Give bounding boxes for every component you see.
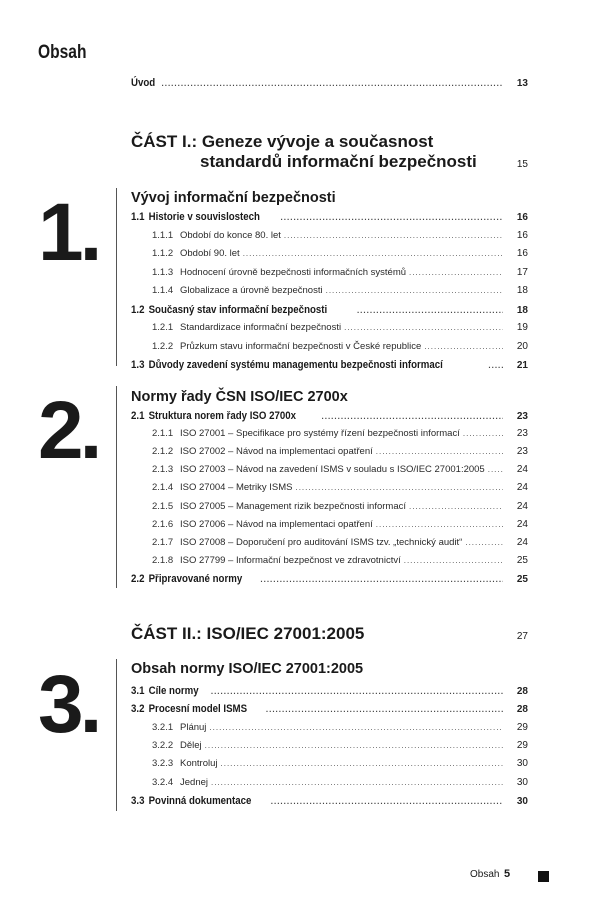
toc-page: 29 [516, 721, 528, 733]
toc-page: 13 [516, 78, 528, 89]
toc-page: 28 [516, 686, 528, 697]
leader-dots [260, 575, 503, 584]
leader-dots [295, 483, 503, 492]
toc-text: Současný stav informační bezpečnosti [148, 303, 328, 316]
leader-dots [488, 361, 503, 370]
toc-number: 2.1.1 [152, 428, 174, 440]
toc-number: 1.2.1 [152, 322, 174, 333]
toc-label [152, 267, 406, 278]
part2-title-row[interactable] [131, 624, 528, 644]
toc-page: 23 [516, 411, 528, 422]
leader-dots [281, 213, 503, 222]
toc-number: 2.1.2 [152, 446, 174, 458]
part1-title-line1: ČÁST I.: Geneze vývoje a současnost [131, 132, 434, 151]
toc-entry[interactable] [152, 341, 528, 352]
leader-dots [488, 465, 503, 474]
toc-entry[interactable] [131, 211, 528, 223]
toc-text: ISO 27004 – Metriky ISMS [180, 482, 293, 494]
toc-entry[interactable] [131, 685, 528, 697]
toc-text: Hodnocení úrovně bezpečnosti informačních systémů [180, 266, 407, 278]
toc-text: ISO 27003 – Návod na zavedení ISMS v souladu s ISO/IEC 27001:2005 [180, 464, 485, 476]
toc-number: 3.2.1 [152, 721, 174, 733]
toc-page: 24 [516, 464, 528, 476]
toc-page: 24 [516, 482, 528, 494]
toc-number: 2.1.6 [152, 518, 174, 530]
leader-dots [205, 741, 503, 750]
toc-label [131, 359, 443, 371]
toc-entry[interactable] [152, 722, 528, 733]
toc-text: ISO 27002 – Návod na implementaci opatření [180, 446, 373, 458]
part1-title-line2-row[interactable] [200, 152, 528, 172]
toc-text: Období do konce 80. let [180, 229, 281, 241]
toc-text: Cíle normy [148, 685, 199, 697]
leader-dots [357, 306, 503, 315]
toc-text: Dělej [180, 739, 202, 751]
footer-page-number: 5 [504, 868, 511, 880]
toc-label [152, 322, 341, 333]
toc-entry[interactable] [152, 464, 528, 475]
toc-entry[interactable] [152, 428, 528, 439]
toc-text: Kontroluj [180, 758, 218, 770]
toc-label [152, 248, 240, 259]
chapter2-heading: Normy řady ČSN ISO/IEC 2700x [131, 389, 348, 405]
leader-dots [344, 323, 503, 332]
leader-dots [376, 520, 503, 529]
toc-entry[interactable] [152, 777, 528, 788]
toc-page: 18 [516, 285, 528, 296]
toc-number: 2.2 [131, 572, 145, 585]
toc-page: 24 [516, 518, 528, 530]
chapter-divider [116, 386, 117, 588]
toc-page: 25 [516, 554, 528, 566]
toc-text: Struktura norem řady ISO 2700x [148, 410, 297, 422]
toc-number: 2.1.8 [152, 554, 174, 566]
leader-dots [465, 538, 503, 547]
toc-number: 3.2.2 [152, 739, 174, 751]
leader-dots [326, 286, 503, 295]
toc-text: Standardizace informační bezpečnosti [180, 322, 342, 333]
toc-label [152, 555, 401, 566]
toc-entry[interactable] [152, 322, 528, 333]
toc-number: 3.2.4 [152, 776, 174, 788]
toc-label [152, 230, 281, 241]
leader-dots [211, 687, 503, 696]
toc-label [152, 537, 462, 548]
toc-entry[interactable] [152, 501, 528, 512]
toc-label [131, 703, 247, 715]
page-title: Obsah [38, 42, 87, 63]
leader-dots [376, 447, 503, 456]
toc-text: Historie v souvislostech [148, 211, 260, 223]
toc-number: 1.2 [131, 303, 145, 316]
toc-text: Jednej [180, 776, 208, 788]
toc-label [131, 304, 327, 316]
toc-page: 23 [516, 446, 528, 458]
toc-text: Důvody zavedení systému managementu bezpečnosti informací [148, 359, 443, 371]
leader-dots [209, 723, 503, 732]
toc-page: 28 [516, 704, 528, 716]
leader-dots [243, 249, 503, 258]
toc-label [131, 410, 296, 422]
toc-page: 30 [516, 795, 528, 807]
toc-number: 2.1.3 [152, 464, 174, 476]
toc-text: Plánuj [180, 721, 207, 733]
leader-dots [221, 759, 504, 768]
toc-label [152, 446, 373, 457]
toc-page: 16 [516, 212, 528, 223]
toc-label: Úvod [131, 77, 156, 89]
toc-number: 1.2.2 [152, 340, 174, 352]
toc-number: 3.3 [131, 794, 145, 807]
toc-number: 2.1.5 [152, 500, 174, 512]
toc-entry-intro[interactable] [131, 77, 528, 89]
chapter-number-2: 2. [38, 385, 99, 476]
leader-dots [266, 705, 503, 714]
toc-entry[interactable] [152, 519, 528, 530]
toc-label [152, 722, 206, 733]
toc-page: 17 [516, 266, 528, 278]
chapter1-heading: Vývoj informační bezpečnosti [131, 190, 336, 206]
toc-page: 20 [516, 340, 528, 352]
toc-label [131, 573, 242, 585]
toc-entry[interactable] [131, 795, 528, 807]
toc-entry[interactable] [152, 555, 528, 566]
chapter3-heading: Obsah normy ISO/IEC 27001:2005 [131, 661, 364, 677]
leader-dots [409, 268, 503, 277]
toc-page: 24 [516, 500, 528, 512]
toc-entry[interactable] [152, 740, 528, 751]
toc-number: 1.3 [131, 359, 145, 371]
toc-entry[interactable] [152, 758, 528, 769]
toc-page: 23 [516, 428, 528, 440]
toc-label [152, 740, 202, 751]
toc-label [152, 758, 218, 769]
toc-number: 3.2.3 [152, 758, 174, 770]
square-icon [538, 871, 549, 882]
part2-title: ČÁST II.: ISO/IEC 27001:2005 [131, 624, 365, 643]
toc-text: ISO 27005 – Management rizik bezpečnosti informací [180, 500, 407, 512]
leader-dots [271, 797, 503, 806]
chapter-divider [116, 188, 117, 366]
toc-page: 25 [516, 573, 528, 585]
leader-dots [162, 79, 504, 88]
toc-entry[interactable] [152, 267, 528, 278]
toc-text: ISO 27001 – Specifikace pro systémy řízení bezpečnosti informací [180, 428, 460, 440]
toc-page: 16 [516, 229, 528, 241]
toc-label [152, 285, 323, 296]
chapter-number-1: 1. [38, 187, 99, 278]
toc-entry[interactable] [152, 248, 528, 259]
toc-page: 16 [516, 248, 528, 259]
toc-label [131, 685, 199, 697]
toc-page: 21 [516, 360, 528, 371]
leader-dots [424, 342, 503, 351]
footer-label: Obsah [470, 869, 500, 880]
toc-label [131, 795, 251, 807]
toc-page: 18 [516, 304, 528, 316]
leader-dots [211, 778, 503, 787]
chapter-number-3: 3. [38, 659, 99, 750]
toc-entry[interactable] [152, 537, 528, 548]
toc-number: 1.1.4 [152, 285, 174, 296]
toc-entry[interactable] [152, 230, 528, 241]
toc-entry[interactable] [131, 304, 528, 316]
toc-entry[interactable] [152, 285, 528, 296]
toc-number: 3.2 [131, 703, 145, 716]
leader-dots [463, 429, 503, 438]
toc-page: 19 [516, 322, 528, 333]
toc-page: 15 [516, 159, 528, 170]
toc-text: ISO 27006 – Návod na implementaci opatření [180, 518, 373, 530]
leader-dots [322, 412, 503, 421]
leader-dots [284, 231, 503, 240]
toc-label [152, 464, 485, 475]
toc-entry[interactable] [131, 359, 528, 371]
toc-text: Připravované normy [148, 572, 243, 585]
toc-number: 1.1.2 [152, 248, 174, 259]
toc-text: Průzkum stavu informační bezpečnosti v České republice [180, 340, 422, 352]
leader-dots [409, 502, 503, 511]
toc-entry[interactable] [152, 446, 528, 457]
toc-number: 2.1 [131, 410, 145, 422]
toc-label [152, 428, 460, 439]
chapter-divider [116, 659, 117, 811]
toc-entry[interactable] [152, 482, 528, 493]
toc-entry[interactable] [131, 573, 528, 585]
toc-number: 1.1.3 [152, 266, 174, 278]
toc-page: 30 [516, 776, 528, 788]
part1-title-line2: standardů informační bezpečnosti [200, 152, 477, 171]
toc-label [131, 211, 260, 223]
toc-number: 2.1.4 [152, 482, 174, 494]
toc-page: 24 [516, 536, 528, 548]
toc-label [152, 501, 406, 512]
toc-text: Povinná dokumentace [148, 794, 252, 807]
toc-page: 30 [516, 758, 528, 770]
toc-text: Období 90. let [180, 248, 240, 259]
toc-text: ISO 27008 – Doporučení pro auditování ISMS tzv. „technický audit“ [180, 536, 463, 548]
toc-number: 2.1.7 [152, 536, 174, 548]
leader-dots [404, 556, 503, 565]
toc-page: 27 [516, 631, 528, 642]
toc-page: 29 [516, 739, 528, 751]
toc-text: Globalizace a úrovně bezpečnosti [180, 285, 323, 296]
toc-label [152, 341, 421, 352]
toc-entry[interactable] [131, 703, 528, 715]
toc-text: Procesní model ISMS [148, 703, 248, 716]
toc-number: 3.1 [131, 685, 145, 697]
toc-number: 1.1 [131, 211, 145, 223]
toc-label [152, 519, 373, 530]
toc-number: 1.1.1 [152, 229, 174, 241]
toc-text: ISO 27799 – Informační bezpečnost ve zdravotnictví [180, 554, 401, 566]
toc-label [152, 482, 292, 493]
toc-entry[interactable] [131, 410, 528, 422]
toc-label [152, 777, 208, 788]
